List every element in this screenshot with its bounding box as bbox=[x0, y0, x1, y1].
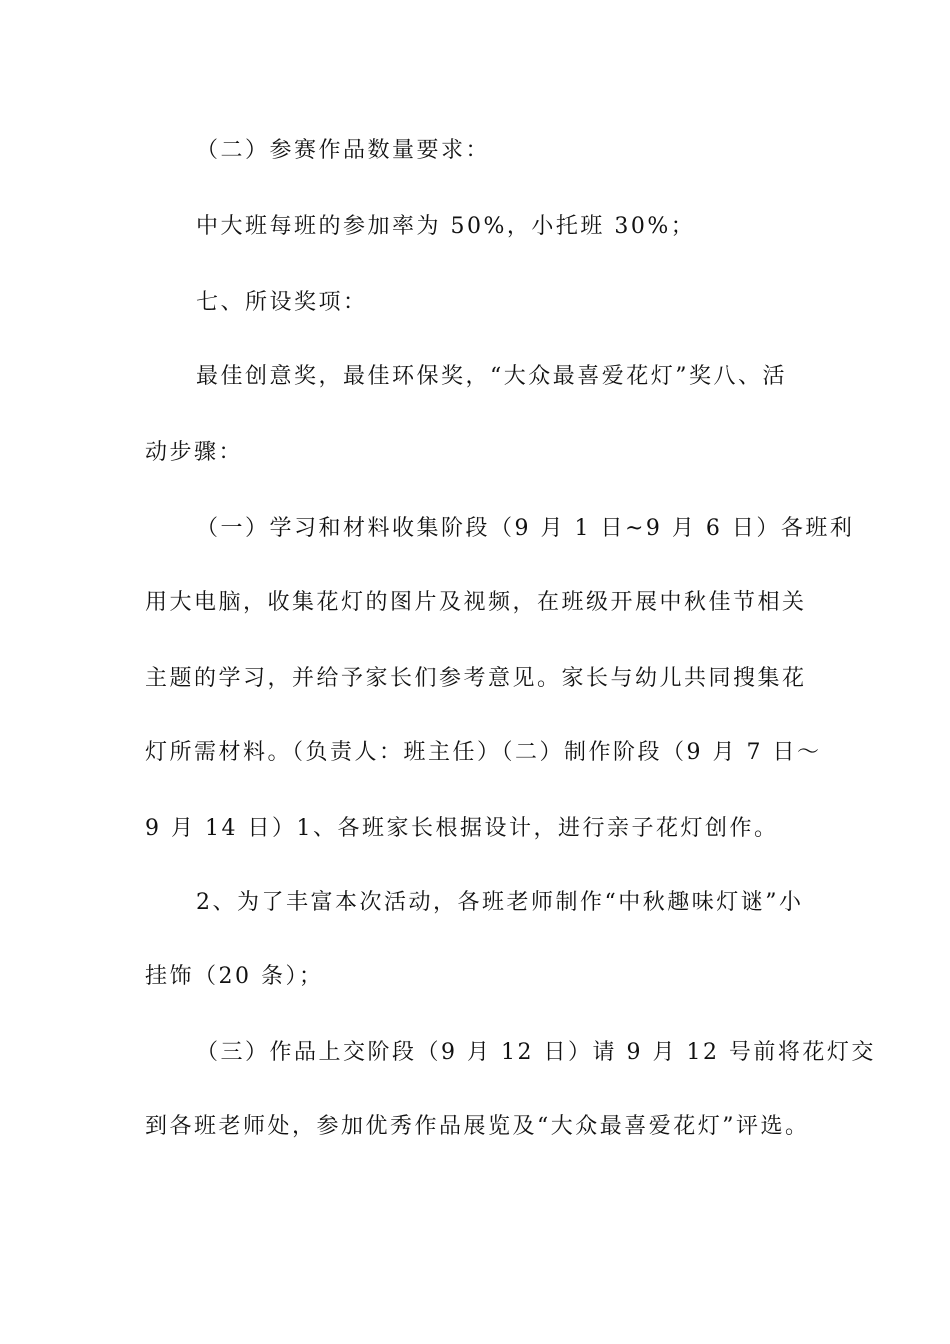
text-awards-list-cont: 动步骤： bbox=[145, 440, 244, 465]
text-stage-three: （三）作品上交阶段（9 月 12 日）请 9 月 12 号前将花灯交 bbox=[196, 1040, 876, 1065]
heading-entry-quantity: （二）参赛作品数量要求： bbox=[196, 138, 491, 163]
text-awards-list: 最佳创意奖，最佳环保奖，“大众最喜爱花灯”奖八、活 bbox=[196, 364, 787, 389]
text-stage-one-cont-2: 主题的学习，并给予家长们参考意见。家长与幼儿共同搜集花 bbox=[145, 666, 807, 691]
text-participation-rate: 中大班每班的参加率为 50%，小托班 30%； bbox=[196, 214, 696, 239]
text-riddles-cont: 挂饰（20 条）； bbox=[145, 964, 324, 989]
text-stage-three-cont: 到各班老师处，参加优秀作品展览及“大众最喜爱花灯”评选。 bbox=[145, 1114, 810, 1139]
text-stage-two-cont: 9 月 14 日）1、各班家长根据设计，进行亲子花灯创作。 bbox=[145, 816, 779, 841]
text-stage-two: 灯所需材料。（负责人：班主任）（二）制作阶段（9 月 7 日～ bbox=[145, 740, 822, 765]
heading-awards: 七、所设奖项： bbox=[196, 290, 368, 315]
text-riddles: 2、为了丰富本次活动，各班老师制作“中秋趣味灯谜”小 bbox=[196, 890, 804, 915]
text-stage-one-cont-1: 用大电脑，收集花灯的图片及视频，在班级开展中秋佳节相关 bbox=[145, 590, 807, 615]
text-stage-one: （一）学习和材料收集阶段（9 月 1 日~9 月 6 日）各班利 bbox=[196, 516, 855, 541]
